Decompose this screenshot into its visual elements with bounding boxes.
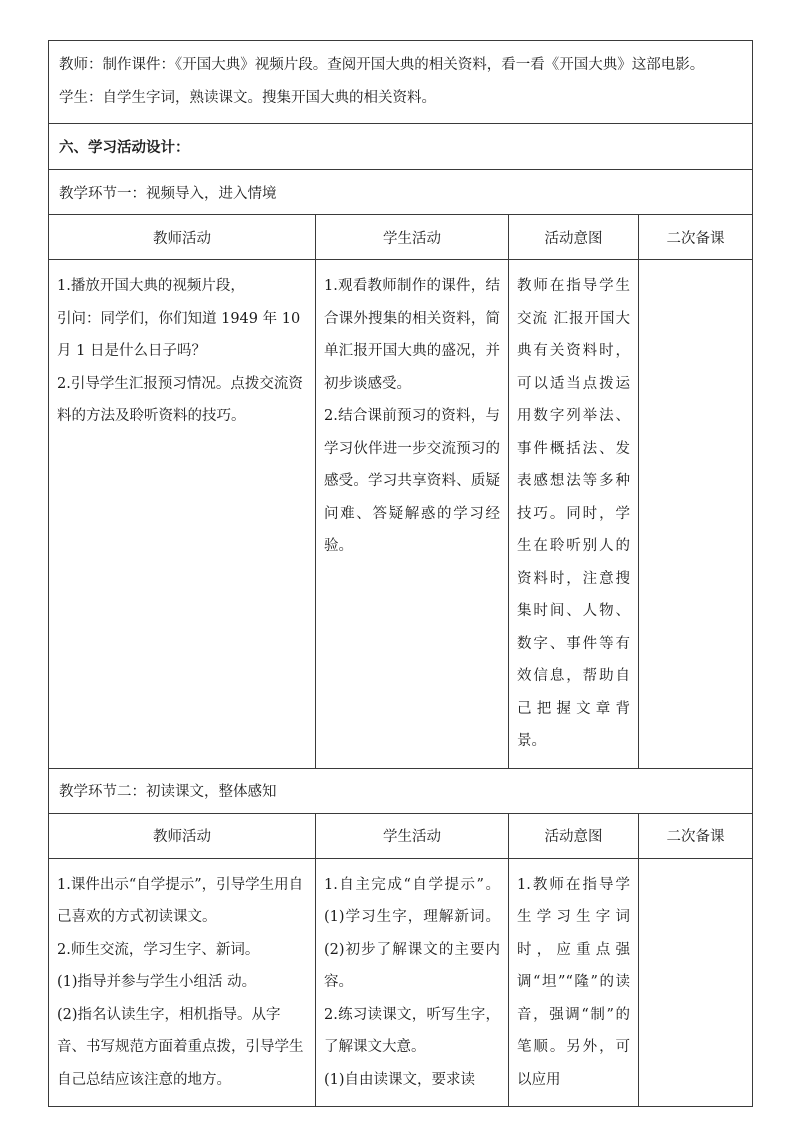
segment2-student-cell [316, 858, 509, 1107]
lesson-plan-page [48, 40, 752, 1107]
segment2-header-row [49, 813, 753, 858]
student-item: 1.自主完成“自学提示”。(1)学习生字，理解新词。(2)初步了解课文的主要内容。 [324, 876, 500, 990]
segment2-content-row [49, 858, 753, 1107]
section-title-row [49, 124, 753, 170]
teacher-item: (2)指名认读生字，相机指导。从字音、书写规范方面着重点拨，引导学生自己总结应该注意的地方。 [57, 1006, 304, 1088]
teacher-item: 引问：同学们，你们知道 1949 年 10 月 1 日是什么日子吗？ [57, 310, 301, 359]
segment1-content-row [49, 260, 753, 769]
header-teacher-activity: 教师活动 [49, 813, 316, 858]
student-prep-text: 学生：自学生字词，熟读课文。搜集开国大典的相关资料。 [59, 90, 436, 106]
segment1-title: 教学环节一：视频导入，进入情境 [49, 170, 753, 215]
header-student-activity: 学生活动 [316, 215, 509, 260]
teacher-item: (1)指导并参与学生小组活 动。 [57, 974, 257, 990]
section-title: 六、学习活动设计： [49, 124, 753, 170]
teacher-item: 1.播放开国大典的视频片段， [57, 278, 245, 294]
header-teacher-activity: 教师活动 [49, 215, 316, 260]
header-activity-intent: 活动意图 [509, 215, 639, 260]
segment1-title-row [49, 170, 753, 215]
header-activity-intent: 活动意图 [509, 813, 639, 858]
header-student-activity: 学生活动 [316, 813, 509, 858]
header-second-prep: 二次备课 [639, 215, 753, 260]
prep-row [49, 41, 753, 124]
prep-cell [49, 41, 753, 124]
segment2-intent-cell: 1.教师在指导学生学习生字词时，应重点强调“坦”“隆”的读音，强调“制”的笔顺。另外，可以应用 [509, 858, 639, 1107]
segment1-student-cell [316, 260, 509, 769]
segment2-teacher-cell [49, 858, 316, 1107]
student-item: 1.观看教师制作的课件，结合课外搜集的相关资料，简单汇报开国大典的盛况，并初步谈感受。 [324, 278, 500, 392]
segment2-title-row [49, 768, 753, 813]
header-second-prep: 二次备课 [639, 813, 753, 858]
segment2-notes-cell [639, 858, 753, 1107]
teacher-prep-text: 教师：制作课件：《开国大典》视频片段。查阅开国大典的相关资料，看一看《开国大典》这部电影。 [59, 57, 705, 73]
student-item: 2.练习读课文，听写生字，了解课文大意。 [324, 1006, 500, 1055]
segment1-notes-cell [639, 260, 753, 769]
teacher-item: 2.师生交流，学习生字、新词。 [57, 941, 260, 958]
student-item: 2.结合课前预习的资料，与学习伙伴进一步交流预习的感受。学习共享资料、质疑问难、答疑解惑的学习经验。 [324, 408, 500, 554]
teacher-item: 2.引导学生汇报预习情况。点拨交流资料的方法及聆听资料的技巧。 [57, 375, 303, 424]
segment1-header-row [49, 215, 753, 260]
segment1-teacher-cell [49, 260, 316, 769]
lesson-plan-table [48, 40, 753, 1107]
segment1-intent-cell: 教师在指导学生交流 汇报开国大典有关资料时，可以适当点拨运用数字列举法、事件概括法、发表感想法等多种技巧。同时，学生在聆听别人的资料时，注意搜集时间、人物、数字、事件等有效信息，帮助自己把握文章背景。 [509, 260, 639, 769]
segment2-title: 教学环节二：初读课文，整体感知 [49, 768, 753, 813]
student-item: (1)自由读课文，要求读 [324, 1071, 476, 1088]
teacher-item: 1.课件出示“自学提示”，引导学生用自己喜欢的方式初读课文。 [57, 876, 304, 925]
